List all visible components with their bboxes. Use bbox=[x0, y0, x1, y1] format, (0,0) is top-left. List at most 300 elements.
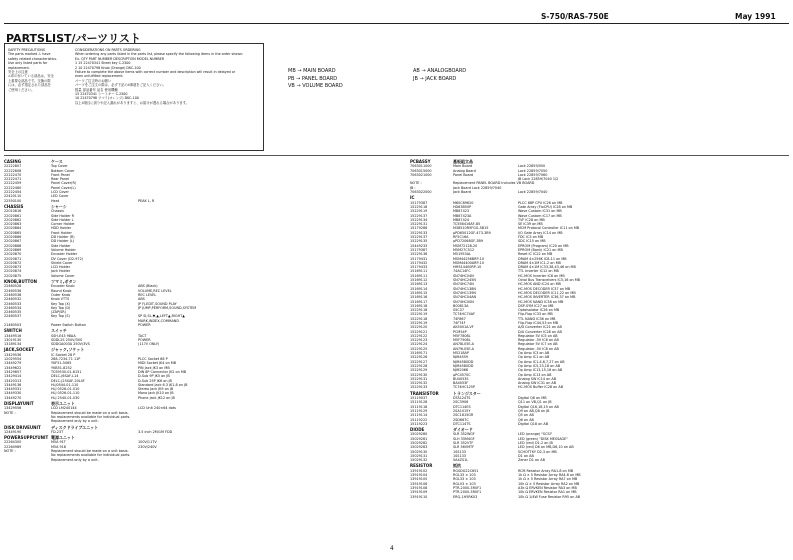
part-name: SDDGA003A 250V/3VS bbox=[51, 342, 90, 347]
part-number: DIODE bbox=[410, 427, 425, 433]
part-name: PTR-2000-3R0F1 bbox=[453, 485, 482, 490]
legend-entry: PB → PANEL BOARD bbox=[288, 75, 338, 82]
part-name: S5C37 bbox=[453, 308, 464, 313]
part-number: 22550100 bbox=[4, 198, 22, 203]
part-name: 2SD667C bbox=[453, 417, 469, 422]
part-number: 15169111 bbox=[410, 269, 428, 274]
part-remarks: I/O Gate Array IC14 on MB bbox=[518, 230, 563, 235]
part-number: 22222454 bbox=[4, 190, 22, 195]
part-name: M5A 91T bbox=[51, 440, 66, 445]
part-number: 13429556 bbox=[4, 406, 22, 411]
part-remarks: Analog SW IC31 on AB bbox=[518, 381, 557, 386]
part-name: DELC-J25SAF-20L4F bbox=[51, 378, 85, 383]
part-remarks: 1k Ω × 5 Resistor Array RA4-6 on MB bbox=[518, 473, 581, 478]
parts-list-right bbox=[410, 158, 790, 499]
part-remarks: Op Amp IC1-4,6,7,27 on AB bbox=[518, 359, 565, 364]
part-name: Front Holder bbox=[51, 230, 72, 235]
part-number: 15169115 bbox=[410, 290, 428, 295]
part-name: HDD Holder bbox=[51, 226, 72, 231]
part-name: M5A 918 bbox=[51, 444, 66, 449]
part-name: HD63B50P bbox=[453, 204, 472, 209]
part-name: µPD72068GF-3B9 bbox=[453, 239, 484, 244]
part-name: MB87424 bbox=[453, 217, 470, 222]
part-remarks: POWER bbox=[138, 322, 151, 327]
part-number: 22222471 bbox=[4, 177, 22, 182]
note-line: 上重要な部品です。交換の際 bbox=[8, 78, 51, 83]
part-name: ジャック,ソケット bbox=[51, 347, 85, 353]
part-row bbox=[4, 199, 389, 203]
part-name: DD Holder (R) bbox=[51, 235, 75, 240]
part-name: ツマミ,ボタン bbox=[51, 279, 77, 285]
part-remarks: Lock 22859/7060 bbox=[518, 172, 548, 177]
part-number bbox=[4, 458, 51, 462]
part-number: 15229130 bbox=[410, 372, 428, 377]
part-number: NOTE : bbox=[410, 181, 422, 186]
note-line: The parts marked ⚠ have bbox=[8, 52, 51, 57]
part-name: No replacements available for individual parts. bbox=[51, 453, 131, 458]
part-remarks: LED (red) D1-2 on JB bbox=[518, 441, 553, 445]
part-name: Side Holder R bbox=[51, 213, 75, 218]
part-number: JACK,SOCKET bbox=[4, 347, 34, 353]
part-number: 22222460 bbox=[4, 185, 22, 190]
part-number: 22020869 bbox=[4, 247, 22, 252]
part-name: 74AC14FC bbox=[453, 269, 471, 274]
part-name: SN74HC245N bbox=[453, 278, 476, 283]
part-remarks: HC-MOS AND IC24 on MB bbox=[518, 282, 561, 287]
part-remarks: Regulator -5V IC6 on AB bbox=[518, 338, 559, 343]
part-name: スイッチ bbox=[51, 328, 67, 334]
part-name: BA4053F bbox=[453, 381, 469, 386]
part-name: 288-7234-71 11P bbox=[51, 357, 81, 362]
part-number: 7063022000 bbox=[410, 190, 432, 195]
part-remarks: ABS (Black) bbox=[138, 284, 158, 289]
part-name: SN74HC04AN bbox=[453, 295, 477, 300]
part-name: Chassis bbox=[51, 209, 64, 214]
date: May 1991 bbox=[735, 12, 776, 21]
part-number: 13449330 bbox=[4, 391, 22, 396]
part-number: 15029132 bbox=[410, 458, 428, 463]
part-remarks: HC-MOS Buffer IC28 on AB bbox=[518, 385, 564, 390]
part-name: DD Holder (L) bbox=[51, 239, 75, 244]
part-number: 22222459 bbox=[4, 181, 22, 186]
part-row bbox=[410, 458, 790, 462]
part-number: 22020868 bbox=[4, 243, 22, 248]
part-remarks: EPROM (Bank) IC21 on MB bbox=[518, 247, 563, 252]
part-number: SWITCH bbox=[4, 328, 22, 334]
part-number: 22264300 bbox=[4, 440, 22, 445]
part-number: 22020866 bbox=[4, 235, 22, 240]
part-number: 13420313 bbox=[4, 378, 22, 383]
part-name: MSM72128-20 bbox=[453, 243, 478, 248]
part-number: PCBASSY bbox=[410, 159, 431, 164]
note-line: ご使用ください。 bbox=[8, 87, 35, 92]
part-name: 1SS133 bbox=[453, 449, 466, 454]
note-line: 安全上の注意 bbox=[8, 70, 28, 75]
section-rule bbox=[4, 155, 789, 156]
part-number: 15229136 bbox=[410, 252, 428, 257]
part-remarks: Q9 on AB,Q8 on JB bbox=[518, 408, 550, 413]
part-remarks: Regulator 5V IC7 on AB bbox=[518, 342, 558, 347]
part-remarks: 3.5 inch 2M/1M FDD bbox=[138, 429, 173, 434]
legend-entry: VB → VOLUME BOARD bbox=[288, 83, 343, 89]
part-number: 15229122 bbox=[410, 333, 428, 338]
part-name: (ZAP/SR) bbox=[51, 310, 66, 315]
part-row bbox=[4, 419, 389, 423]
part-name: ダイオード bbox=[453, 427, 473, 433]
part-remarks: 230V/240V bbox=[138, 444, 157, 449]
header-rule bbox=[4, 23, 789, 24]
part-remarks: JP FJ-EDIT,SOUND PLAY bbox=[138, 301, 177, 306]
part-name: µPC4570C bbox=[453, 372, 471, 377]
part-number: RESISTOR bbox=[410, 463, 433, 469]
part-number: 15179433 bbox=[410, 265, 428, 270]
part-row bbox=[410, 422, 790, 426]
part-name: Encoder Knob bbox=[51, 284, 75, 289]
part-name: SN74HC139N bbox=[453, 290, 476, 295]
part-number: 15229121 bbox=[410, 329, 428, 334]
part-remarks: D-Sub 9P JK5 on JB bbox=[138, 374, 170, 379]
part-name: DV Cover (D2-972) bbox=[51, 256, 84, 261]
part-name: Side Holder L bbox=[51, 217, 74, 222]
part-name: Key Top (S) bbox=[51, 314, 70, 319]
part-remarks: Q5 on AB bbox=[518, 413, 534, 418]
part-remarks: Mono Jack JK10 on JB bbox=[138, 391, 174, 396]
part-number: IC bbox=[410, 195, 415, 201]
part-number: 15229120 bbox=[410, 325, 428, 330]
part-number: POWERSUPPLYUNIT bbox=[4, 435, 49, 441]
note-line: Ex. QTY PART NUMBER DESCRIPTION MODEL NUMBER bbox=[75, 56, 165, 61]
part-name: HLJ 0526-01-010 bbox=[51, 387, 80, 392]
part-name: ケース bbox=[51, 159, 63, 164]
part-name: Bottom Cover bbox=[51, 168, 75, 173]
note-line: even unfulfilled replacement. bbox=[75, 74, 124, 79]
part-number: 22460538 bbox=[4, 292, 22, 297]
part-row bbox=[4, 342, 389, 346]
part-remarks: Optoisolator IC26 on MB bbox=[518, 308, 560, 313]
part-name: NJM4580DD bbox=[453, 363, 474, 368]
part-number: 22222808 bbox=[4, 168, 22, 173]
part-name: B00813A bbox=[453, 303, 469, 308]
part-remarks: Q6 on AB bbox=[518, 417, 534, 422]
part-name: SSH-E43 98AA bbox=[51, 333, 76, 338]
part-row bbox=[4, 323, 389, 327]
part-name: 74F74F bbox=[453, 320, 466, 325]
part-name: MB87423A bbox=[453, 213, 472, 218]
part-remarks: D-Sub 25P JK6 on JB bbox=[138, 378, 172, 383]
part-number: 13919109 bbox=[410, 490, 428, 495]
part-name: Analog Board bbox=[453, 168, 476, 173]
part-name: Panel Board bbox=[453, 172, 474, 177]
note-line: 10 22470798 ツマミ(オレンジ) DKC-100 bbox=[75, 96, 139, 101]
part-row bbox=[410, 190, 790, 194]
part-number: TRANSISTOR bbox=[410, 390, 439, 396]
part-number: 22020864 bbox=[4, 226, 22, 231]
part-remarks: LED (orange) "SCSI" bbox=[518, 432, 553, 437]
part-number: 15029282 bbox=[410, 441, 428, 445]
part-name: Volume Cover bbox=[51, 273, 75, 278]
part-number: 22222470 bbox=[4, 172, 22, 177]
part-name: TC74HC125P bbox=[453, 385, 475, 390]
part-number: 15229128 bbox=[410, 363, 428, 368]
part-number: 15229119 bbox=[410, 312, 428, 317]
note-line: には、必ず指定された部品を bbox=[8, 83, 51, 88]
part-number: 22020870 bbox=[4, 252, 22, 257]
part-number: CASING bbox=[4, 159, 22, 164]
part-name: 2SC1815GR bbox=[453, 413, 474, 418]
part-number: 22020875 bbox=[4, 273, 22, 278]
part-number: 12029554 bbox=[4, 357, 22, 362]
part-remarks: PEAK L, R bbox=[138, 198, 155, 203]
part-name: Heat bbox=[51, 198, 60, 203]
part-remarks: 1k Ω × 5 Resistor Array RA7 on MB bbox=[518, 477, 578, 482]
part-number: 15029281 bbox=[410, 436, 428, 441]
part-number: 13449279 bbox=[4, 361, 22, 366]
part-name: µPD65012GF-473-3B9 bbox=[453, 230, 491, 235]
part-name: TC55B416AF-85 bbox=[453, 222, 481, 227]
part-number: 15169117 bbox=[410, 299, 428, 304]
part-name: Panel Cover(L) bbox=[51, 185, 76, 190]
part-number: 15229127 bbox=[410, 359, 428, 364]
part-remarks: DRAM 4×1M IC33,38,43,46 on MB bbox=[518, 265, 576, 270]
part-name: HLJ 2540-01-030 bbox=[51, 395, 80, 400]
part-name: Shield Cover bbox=[51, 260, 73, 265]
part-name: M60C89620 bbox=[453, 200, 474, 205]
part-remarks: Digital Q16,18,19 on AB bbox=[518, 404, 559, 409]
part-number: 13189134 bbox=[4, 342, 22, 347]
part-number: 13919102 bbox=[410, 468, 428, 473]
part-name: 2SA1015Y bbox=[453, 408, 471, 413]
part-number: NOTE : bbox=[4, 449, 16, 453]
part-name: LCD Holder bbox=[51, 265, 71, 270]
part-number: 15229135 bbox=[410, 239, 428, 244]
part-remarks: Op Amp IC5,23,18 on AB bbox=[518, 363, 561, 368]
part-name: LCD LM240144 bbox=[51, 406, 77, 411]
part-number: 15119222 bbox=[410, 417, 428, 422]
part-number: 15449233 bbox=[410, 243, 428, 248]
part-number: 22020862 bbox=[4, 217, 22, 222]
part-number: 15229137 bbox=[410, 213, 428, 218]
part-number: 15179286 bbox=[410, 226, 428, 231]
part-number: 22020861 bbox=[4, 213, 22, 218]
part-name: RF5C16A bbox=[453, 235, 469, 240]
part-name: M5F7908L bbox=[453, 338, 471, 343]
part-remarks: Flip-Flop IC33 on MB bbox=[518, 312, 553, 317]
part-name: DTA124TS bbox=[453, 396, 471, 401]
part-remarks: (117V ONLY) bbox=[138, 342, 160, 347]
part-name: LCD Cover bbox=[51, 190, 69, 195]
part-name: RGL33 × 103 bbox=[453, 473, 476, 478]
part-number: 13919108 bbox=[410, 485, 428, 490]
part-name: NJM4559 bbox=[453, 355, 469, 360]
part-number: 15119114 bbox=[410, 413, 428, 418]
part-row bbox=[4, 396, 389, 400]
note-line: ⚠印の付いている部品は、安全 bbox=[8, 74, 54, 79]
note-line: パーツをご注文の際は、必ず下記の4事項をご記入ください。 bbox=[75, 83, 166, 88]
part-name: SLR 352VTF bbox=[453, 441, 474, 445]
part-remarks: SDC IC15 on MB bbox=[518, 239, 546, 244]
part-number: 22020863 bbox=[4, 222, 22, 227]
part-name: AK5001A-VF bbox=[453, 325, 474, 330]
part-number: 15229133 bbox=[410, 230, 428, 235]
part-number: 15169113 bbox=[410, 282, 428, 287]
part-number: 22020867 bbox=[4, 239, 22, 244]
part-name: 1SS133 bbox=[453, 453, 466, 458]
note-line: SAFETY PRECAUTIONS bbox=[8, 48, 45, 52]
part-name: DTC114ES bbox=[453, 404, 471, 409]
part-name: IC Socket 28 P bbox=[51, 352, 76, 357]
part-number: 15229131 bbox=[410, 222, 428, 227]
part-remarks bbox=[138, 458, 233, 462]
part-number: 13429536 bbox=[4, 352, 22, 357]
part-remarks: MIDI Socket JK4 on MB bbox=[138, 361, 177, 366]
part-number: 7063011000 bbox=[410, 164, 432, 169]
part-name: M5M27C512 bbox=[453, 247, 475, 252]
part-name: Outer Knob bbox=[51, 292, 71, 297]
part-name: Encoder Holder bbox=[51, 252, 78, 257]
part-number: 22020871 bbox=[4, 256, 22, 261]
legend-row bbox=[288, 76, 466, 84]
legend-row bbox=[288, 68, 466, 76]
part-name: Replacement only by a unit. bbox=[51, 457, 99, 462]
part-remarks: Stereo Jack JK9 on JB bbox=[138, 387, 174, 392]
part-name: SLR 56VMTF bbox=[453, 445, 475, 450]
part-remarks: DIN 8P Connector JK2 on MB bbox=[138, 369, 187, 374]
part-remarks: FDC IC3 on MB bbox=[518, 235, 544, 240]
note-line: Use only listed parts for bbox=[8, 61, 48, 66]
part-number: 7063015000 bbox=[410, 168, 432, 173]
part-number: 15119118 bbox=[410, 404, 428, 409]
part-name: M5218AP bbox=[453, 351, 469, 356]
part-number: 15119129 bbox=[410, 408, 428, 413]
part-name: MB87423 bbox=[453, 209, 470, 214]
part-remarks: Octal Bus Transceivers IC5,16 on MB bbox=[518, 278, 581, 283]
part-remarks: 10k Ω 1/4W Fuse Resistor R95 on AB bbox=[518, 494, 581, 499]
part-name: ディスクドライブユニット bbox=[51, 424, 99, 430]
part-remarks: Lock 22859/7040 bbox=[518, 190, 548, 195]
part-name: HM514400RP-10 bbox=[453, 265, 482, 270]
part-name: トランジスター bbox=[453, 390, 481, 396]
part-remarks: Phone Jack JK12 on JB bbox=[138, 395, 175, 400]
part-name: Front Panel bbox=[51, 172, 70, 177]
part-number: 15179387 bbox=[410, 247, 428, 252]
part-name: M5F7808L bbox=[453, 333, 471, 338]
part-number: 15179432 bbox=[410, 260, 428, 265]
part-number: 15229133 bbox=[410, 385, 428, 390]
part-row bbox=[410, 495, 790, 499]
part-name: Replacement should be made on a unit basis. bbox=[51, 410, 129, 415]
part-remarks: DRAM 4×1M IC1-2 on MB bbox=[518, 260, 561, 265]
part-number: 15029280 bbox=[410, 432, 428, 437]
part-name: Rear Panel bbox=[51, 177, 69, 182]
part-name: AN78L05E-A bbox=[453, 342, 474, 347]
parts-list-left bbox=[4, 158, 389, 462]
part-name: DTC114TS bbox=[453, 421, 471, 426]
part-number: 13019130 bbox=[4, 337, 22, 342]
part-remarks: HC-MOS INVERTER IC36,37 on MB bbox=[518, 295, 576, 300]
part-number: 15229118 bbox=[410, 308, 428, 313]
part-name: シャーシ bbox=[51, 203, 67, 209]
part-number: 15169114 bbox=[410, 286, 428, 291]
part-number: 15119223 bbox=[410, 421, 428, 426]
part-number: 22460535 bbox=[4, 310, 22, 315]
part-remarks: VOLUME,REC LEVEL bbox=[138, 288, 172, 293]
part-name: YKF51-5065 bbox=[51, 361, 72, 366]
part-number: 13449270 bbox=[4, 395, 22, 400]
part-row bbox=[4, 274, 389, 278]
part-remarks: Wave Custom IC31 on MB bbox=[518, 209, 562, 214]
note-line: Failure to complete the above items with correct number and description will result in delayed or bbox=[75, 70, 236, 75]
part-name: 抵抗 bbox=[453, 463, 461, 469]
part-remarks: REC LEVEL bbox=[138, 292, 157, 297]
part-number: 22020865 bbox=[4, 230, 22, 235]
part-remarks: Analog SW IC14 on AB bbox=[518, 376, 557, 381]
part-number: 22020872 bbox=[4, 260, 22, 265]
part-name: Replacement PANEL BOARD includes VB BOARD bbox=[453, 181, 535, 186]
part-name: PCM54P bbox=[453, 329, 467, 334]
part-name: Main Board bbox=[453, 164, 473, 169]
part-number: 15229131 bbox=[410, 376, 428, 381]
part-number: 15169111 bbox=[410, 273, 428, 278]
part-number: 15029283 bbox=[410, 445, 428, 450]
legend-entry: MB → MAIN BOARD bbox=[288, 68, 336, 74]
part-remarks: JP JUMP,PERFORM,SOUND,SYSTEM bbox=[138, 305, 197, 310]
part-remarks: ABS bbox=[138, 297, 145, 302]
note-line: replacement. bbox=[8, 65, 30, 70]
part-remarks: Reset IC IC22 on MB bbox=[518, 252, 553, 257]
part-remarks: Lock 22859/7050 bbox=[518, 168, 548, 173]
part-name: Jack Board bbox=[453, 190, 471, 195]
part-row bbox=[4, 458, 389, 462]
part-number: DISK DRIVEUNIT bbox=[4, 424, 41, 430]
part-remarks: Op Amp IC13,15,16 on AB bbox=[518, 368, 563, 373]
legend-row bbox=[288, 83, 466, 91]
part-number: 15229119 bbox=[410, 320, 428, 325]
part-number: 22460532 bbox=[4, 297, 22, 302]
part-remarks: SP SI,SL,▼,▲,LEFT▲,RIGHT▲ bbox=[138, 314, 185, 319]
note-line: 15 22470341 シートキー C-2500 bbox=[75, 92, 128, 97]
part-remarks: POWER bbox=[138, 337, 151, 342]
part-name: RGSDG22C651 bbox=[453, 468, 479, 473]
part-number: 15179387 bbox=[410, 200, 428, 205]
part-remarks: TVF IC28 on MB bbox=[518, 217, 545, 222]
part-number: 22020873 bbox=[4, 265, 22, 270]
part-name: Jack Board Lock 22859/7040 bbox=[453, 185, 502, 190]
part-name: LED Cover bbox=[51, 194, 69, 199]
part-name: SLH 35M4GF bbox=[453, 436, 475, 441]
note-line: CONSIDERATIONS ON PARTS ORDERING bbox=[75, 48, 141, 52]
note-line: パーツご注文時のお願い bbox=[75, 78, 112, 83]
part-remarks: TTL NAND IC36 on MB bbox=[518, 316, 556, 321]
part-remarks: Digital Q6 on MB bbox=[518, 396, 547, 401]
part-name: 74F867 bbox=[453, 316, 466, 321]
part-remarks bbox=[138, 274, 233, 278]
part-number: KNOB,BUTTON bbox=[4, 279, 38, 285]
part-name: 電源ユニット bbox=[51, 435, 75, 441]
part-number: 13919104 bbox=[410, 473, 428, 478]
part-remarks: A3k Ω ERVKEN Resistor RA3 on MB bbox=[518, 485, 577, 490]
part-remarks: RCM Resistor Array RA1-8 on MB bbox=[518, 468, 574, 473]
part-number: 22460536 bbox=[4, 288, 22, 293]
part-number: 15229123 bbox=[410, 338, 428, 343]
part-remarks: DRAM 4×256K IC8-11 on MB bbox=[518, 256, 567, 261]
part-number: JB : bbox=[410, 185, 416, 190]
part-name: No replacements available for individual parts. bbox=[51, 414, 131, 419]
part-remarks: Q11 on VB,Q1 on JB bbox=[518, 400, 552, 405]
note-line: 数量 部品番号 品名 使用機種 bbox=[75, 87, 118, 92]
part-name: TC74HC74AF bbox=[453, 312, 476, 317]
part-name: Jack Holder bbox=[51, 269, 71, 274]
note-line: 1 15 22470341 Sheet key C-2500 bbox=[75, 61, 131, 66]
